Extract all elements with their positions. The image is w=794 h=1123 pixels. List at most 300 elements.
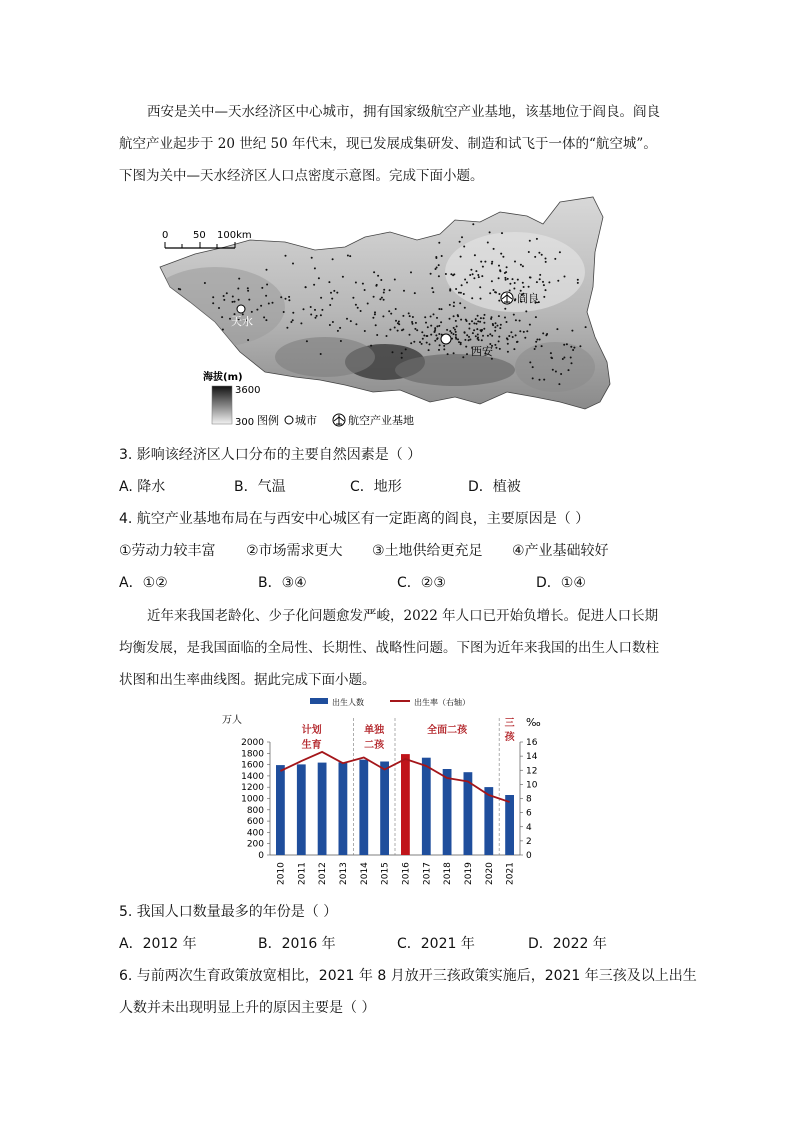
population-dot <box>517 279 519 281</box>
population-dot <box>506 321 508 323</box>
population-dot <box>443 348 445 350</box>
population-dot <box>223 299 225 301</box>
population-dot <box>463 293 465 295</box>
population-dot <box>570 357 572 359</box>
population-dot <box>374 311 376 313</box>
population-dot <box>472 332 474 334</box>
population-dot <box>449 318 451 320</box>
population-dot <box>447 353 449 355</box>
period-label: 全面二孩 <box>427 725 468 736</box>
population-dot <box>265 319 267 321</box>
population-dot <box>218 307 220 309</box>
legend-bar-swatch <box>310 698 328 704</box>
population-dot <box>481 275 483 277</box>
q5-option-a[interactable]: A．2012 年 <box>119 936 197 952</box>
population-dot <box>469 274 471 276</box>
population-dot <box>438 264 440 266</box>
population-dot <box>320 353 322 355</box>
q3-option-d[interactable]: D．植被 <box>468 479 521 495</box>
population-dot <box>367 303 369 305</box>
population-dot <box>539 278 541 280</box>
legend-city-label: 城市 <box>295 414 317 427</box>
population-dot <box>523 331 525 333</box>
population-dot <box>545 289 547 291</box>
population-dot <box>373 271 375 273</box>
population-dot <box>408 312 410 314</box>
population-dot <box>410 271 412 273</box>
population-dot <box>491 263 493 265</box>
passage-2-line-2: 均衡发展，是我国面临的全局性、长期性、战略性问题。下图为近年来我国的出生人口数柱 <box>119 640 659 656</box>
population-dot <box>491 316 493 318</box>
population-dot <box>314 309 316 311</box>
population-dot <box>438 275 440 277</box>
x-tick-label: 2015 <box>380 862 391 885</box>
question-4-stem: 4. 航空产业基地布局在与西安中心城区有一定距离的阎良，主要原因是（ ） <box>119 511 590 527</box>
population-dot <box>483 322 485 324</box>
population-dot <box>572 349 574 351</box>
population-dot <box>266 284 268 286</box>
x-tick-label: 2016 <box>401 862 412 885</box>
population-dot <box>473 322 475 324</box>
population-dot <box>451 332 453 334</box>
right-tick-label: 14 <box>526 752 538 763</box>
left-tick-label: 2000 <box>241 738 264 748</box>
population-dot <box>491 358 493 360</box>
x-tick-label: 2012 <box>318 862 329 885</box>
scale-tick-100: 100km <box>217 230 252 241</box>
population-dot <box>434 327 436 329</box>
population-dot <box>401 352 403 354</box>
population-dot <box>178 288 180 290</box>
population-dot <box>513 314 515 316</box>
population-dot <box>198 313 200 315</box>
population-dot <box>430 325 432 327</box>
population-dot <box>506 266 508 268</box>
population-dot <box>464 331 466 333</box>
population-dot <box>346 318 348 320</box>
population-dot <box>423 335 425 337</box>
population-dot <box>459 302 461 304</box>
population-dot <box>455 334 457 336</box>
population-dot <box>232 301 234 303</box>
right-tick-label: 16 <box>526 738 538 748</box>
city-yanliang-label: 阎良 <box>517 292 539 305</box>
population-dot <box>520 264 522 266</box>
population-dot <box>473 329 475 331</box>
bar <box>484 787 493 855</box>
population-dot <box>484 314 486 316</box>
population-dot <box>543 296 545 298</box>
population-dot <box>577 282 579 284</box>
population-dot <box>489 333 491 335</box>
population-dot <box>263 316 265 318</box>
population-dot <box>465 319 467 321</box>
population-dot <box>532 377 534 379</box>
population-dot <box>331 298 333 300</box>
population-dot <box>376 284 378 286</box>
population-dot <box>535 316 537 318</box>
population-dot <box>464 307 466 309</box>
bar <box>505 795 514 855</box>
passage-1-line-1: 西安是关中—天水经济区中心城市，拥有国家级航空产业基地，该基地位于阎良。阎良 <box>147 104 660 120</box>
population-dot <box>507 343 509 345</box>
population-dot <box>539 379 541 381</box>
population-dot <box>364 330 366 332</box>
population-dot <box>433 313 435 315</box>
population-dot <box>328 281 330 283</box>
right-tick-label: 8 <box>526 794 532 805</box>
population-dot <box>475 270 477 272</box>
population-dot <box>470 269 472 271</box>
population-dot <box>248 299 250 301</box>
period-label: 孩 <box>504 732 515 743</box>
population-dot <box>513 348 515 350</box>
population-dot <box>554 258 556 260</box>
right-tick-label: 4 <box>526 822 532 833</box>
q4-option-b[interactable]: B．③④ <box>258 575 307 591</box>
population-dot <box>458 341 460 343</box>
population-dot <box>292 263 294 265</box>
population-dot <box>364 289 366 291</box>
population-dot <box>477 334 479 336</box>
population-dot <box>497 325 499 327</box>
population-dot <box>352 297 354 299</box>
population-dot <box>238 299 240 301</box>
x-tick-label: 2014 <box>359 862 370 885</box>
population-dot <box>285 255 287 257</box>
right-axis-unit: ‰ <box>526 716 541 729</box>
bar <box>422 758 431 855</box>
population-dot <box>310 306 312 308</box>
population-dot <box>360 310 362 312</box>
population-dot <box>247 290 249 292</box>
population-dot <box>409 334 411 336</box>
left-tick-label: 1200 <box>241 783 264 794</box>
population-dot <box>495 322 497 324</box>
population-dot <box>563 344 565 346</box>
population-dot <box>445 273 447 275</box>
population-dot <box>449 304 451 306</box>
population-dot <box>478 276 480 278</box>
population-dot <box>476 323 478 325</box>
population-dot <box>542 332 544 334</box>
population-dot <box>462 356 464 358</box>
population-dot <box>559 251 561 253</box>
population-dot <box>395 308 397 310</box>
population-dot <box>441 308 443 310</box>
population-dot <box>468 336 470 338</box>
population-dot <box>563 357 565 359</box>
population-dot <box>441 255 443 257</box>
population-dot <box>555 371 557 373</box>
population-dot <box>453 327 455 329</box>
population-dot <box>362 283 364 285</box>
population-dot <box>480 330 482 332</box>
bar <box>443 769 452 855</box>
population-dot <box>310 314 312 316</box>
population-dot <box>541 345 543 347</box>
left-tick-label: 400 <box>246 828 264 839</box>
population-dot <box>477 320 479 322</box>
population-dot <box>238 278 240 280</box>
population-dot <box>536 281 538 283</box>
population-dot <box>453 315 455 317</box>
population-dot <box>435 257 437 259</box>
population-dot <box>332 258 334 260</box>
population-dot <box>475 335 477 337</box>
left-tick-label: 1000 <box>241 794 264 805</box>
population-dot <box>303 308 305 310</box>
population-dot <box>300 322 302 324</box>
population-dot <box>318 277 320 279</box>
population-dot <box>495 347 497 349</box>
population-dot <box>288 296 290 298</box>
population-dot <box>579 345 581 347</box>
population-dot <box>432 291 434 293</box>
bar <box>339 762 348 855</box>
population-dot <box>504 317 506 319</box>
population-dot <box>487 242 489 244</box>
population-dot <box>305 286 307 288</box>
population-dot <box>571 362 573 364</box>
population-dot <box>493 289 495 291</box>
population-dot <box>509 290 511 292</box>
population-dot <box>543 379 545 381</box>
population-dot <box>463 246 465 248</box>
population-dot <box>374 313 376 315</box>
population-dot <box>510 331 512 333</box>
q3-option-a[interactable]: A. 降水 <box>119 479 166 495</box>
population-dot <box>504 277 506 279</box>
population-dot <box>376 334 378 336</box>
population-dot <box>261 287 263 289</box>
population-dot <box>449 290 451 292</box>
population-dot <box>342 276 344 278</box>
q3-option-b[interactable]: B．气温 <box>234 479 286 495</box>
population-dot <box>507 278 509 280</box>
population-dot <box>513 288 515 290</box>
city-xian-marker <box>441 334 451 344</box>
population-dot <box>558 383 560 385</box>
population-dot <box>468 339 470 341</box>
period-label: 生育 <box>301 740 322 751</box>
population-dot <box>412 316 414 318</box>
population-dot <box>491 280 493 282</box>
population-dot <box>383 299 385 301</box>
population-dot <box>355 282 357 284</box>
population-dot <box>389 329 391 331</box>
bar <box>464 772 473 855</box>
population-dot <box>529 324 531 326</box>
population-dot <box>494 330 496 332</box>
population-dot <box>475 318 477 320</box>
population-dot <box>434 331 436 333</box>
population-dot <box>336 292 338 294</box>
period-label: 三 <box>504 718 515 729</box>
q5-option-b[interactable]: B．2016 年 <box>258 936 336 952</box>
population-dot <box>425 322 427 324</box>
population-dot <box>395 320 397 322</box>
population-dot <box>415 322 417 324</box>
population-dot <box>292 319 294 321</box>
right-tick-label: 12 <box>526 766 538 777</box>
population-dot <box>438 242 440 244</box>
question-6-line-1: 6. 与前两次生育政策放宽相比，2021 年 8 月放开三孩政策实施后，2021 年三孩及以上出生 <box>119 968 697 984</box>
population-dot <box>234 301 236 303</box>
population-dot <box>535 346 537 348</box>
population-dot <box>595 328 597 330</box>
population-dot <box>438 333 440 335</box>
population-dot <box>434 329 436 331</box>
population-dot <box>514 261 516 263</box>
passage-1-line-2: 航空产业起步于 20 世纪 50 年代末，现已发展成集研发、制造和试飞于一体的“航空城”。 <box>119 136 657 152</box>
population-dot <box>446 329 448 331</box>
population-dot <box>469 323 471 325</box>
population-dot <box>292 312 294 314</box>
legend-aviation-icon <box>333 414 345 426</box>
population-dot <box>450 273 452 275</box>
population-dot <box>568 369 570 371</box>
x-tick-label: 2013 <box>338 862 349 885</box>
q4-option-d[interactable]: D．①④ <box>536 575 586 591</box>
elevation-max: 3600 <box>235 385 261 396</box>
population-dot <box>430 316 432 318</box>
q4-statement-1: ①劳动力较丰富 <box>119 543 216 559</box>
q4-option-c[interactable]: C．②③ <box>397 575 446 591</box>
elevation-title: 海拔(m) <box>203 372 243 383</box>
question-5-stem: 5. 我国人口数量最多的年份是（ ） <box>119 904 338 920</box>
population-dot <box>482 266 484 268</box>
population-dot <box>536 238 538 240</box>
population-dot <box>286 327 288 329</box>
population-dot <box>517 341 519 343</box>
q3-option-c[interactable]: C．地形 <box>350 479 402 495</box>
population-dot <box>436 338 438 340</box>
population-dot <box>529 276 531 278</box>
population-dot <box>332 321 334 323</box>
population-dot <box>355 304 357 306</box>
population-dot <box>498 293 500 295</box>
passage-1 <box>119 96 679 192</box>
population-dot <box>440 321 442 323</box>
population-dot <box>542 281 544 283</box>
population-dot <box>383 292 385 294</box>
population-dot <box>461 284 463 286</box>
population-dot <box>498 300 500 302</box>
population-dot <box>212 302 214 304</box>
population-dot <box>383 289 385 291</box>
population-dot <box>507 351 509 353</box>
population-dot <box>268 303 270 305</box>
population-dot <box>494 291 496 293</box>
x-tick-label: 2011 <box>297 862 308 885</box>
population-dot <box>539 274 541 276</box>
population-dot <box>416 329 418 331</box>
population-dot <box>585 326 587 328</box>
population-dot <box>514 282 516 284</box>
population-dot <box>472 273 474 275</box>
population-dot <box>492 323 494 325</box>
population-dot <box>237 288 239 290</box>
bar <box>276 765 285 855</box>
population-dot <box>541 254 543 256</box>
population-dot <box>490 318 492 320</box>
population-dot <box>519 330 521 332</box>
legend-line-label: 出生率（右轴） <box>414 698 470 707</box>
population-dot <box>394 327 396 329</box>
population-dot <box>288 299 290 301</box>
population-dot <box>438 308 440 310</box>
population-dot <box>556 328 558 330</box>
population-dot <box>512 336 514 338</box>
population-dot <box>474 254 476 256</box>
population-dot <box>455 288 457 290</box>
population-dot <box>562 358 564 360</box>
population-dot <box>313 284 315 286</box>
population-dot <box>311 257 313 259</box>
population-dot <box>477 274 479 276</box>
population-dot <box>266 269 268 271</box>
population-dot <box>476 328 478 330</box>
population-dot <box>508 335 510 337</box>
population-dot <box>466 334 468 336</box>
right-tick-label: 2 <box>526 836 532 847</box>
population-dot <box>501 232 503 234</box>
population-dot <box>272 302 274 304</box>
question-6-line-2: 人数并未出现明显上升的原因主要是（ ） <box>119 1000 376 1016</box>
right-tick-label: 6 <box>526 808 532 819</box>
population-dot <box>402 315 404 317</box>
period-label: 计划 <box>301 725 322 736</box>
population-dot <box>528 286 530 288</box>
population-dot <box>466 282 468 284</box>
q5-option-c[interactable]: C．2021 年 <box>397 936 475 952</box>
scale-tick-0: 0 <box>162 230 169 241</box>
population-dot <box>380 279 382 281</box>
population-dot <box>479 321 481 323</box>
population-dot <box>472 223 474 225</box>
population-dot <box>506 337 508 339</box>
population-dot <box>524 337 526 339</box>
q5-option-d[interactable]: D．2022 年 <box>528 936 607 952</box>
population-dot <box>435 268 437 270</box>
population-dot <box>306 340 308 342</box>
bar <box>297 764 306 855</box>
population-dot <box>494 326 496 328</box>
population-dot <box>339 327 341 329</box>
population-dot <box>398 321 400 323</box>
population-dot <box>457 338 459 340</box>
left-tick-label: 1800 <box>241 749 264 760</box>
population-dot <box>523 286 525 288</box>
legend-aviation-label: 航空产业基地 <box>348 414 414 427</box>
city-tianshui-marker <box>237 305 245 313</box>
population-dot <box>534 256 536 258</box>
population-dot <box>410 342 412 344</box>
population-dot <box>265 295 267 297</box>
population-dot <box>502 256 504 258</box>
population-dot <box>454 329 456 331</box>
left-tick-label: 1600 <box>241 760 264 771</box>
population-dot <box>500 324 502 326</box>
population-dot <box>498 315 500 317</box>
bar <box>380 762 389 856</box>
population-dot <box>381 297 383 299</box>
population-dot <box>460 319 462 321</box>
population-dot <box>453 302 455 304</box>
population-dot <box>498 340 500 342</box>
q4-option-a[interactable]: A．①② <box>119 575 168 591</box>
